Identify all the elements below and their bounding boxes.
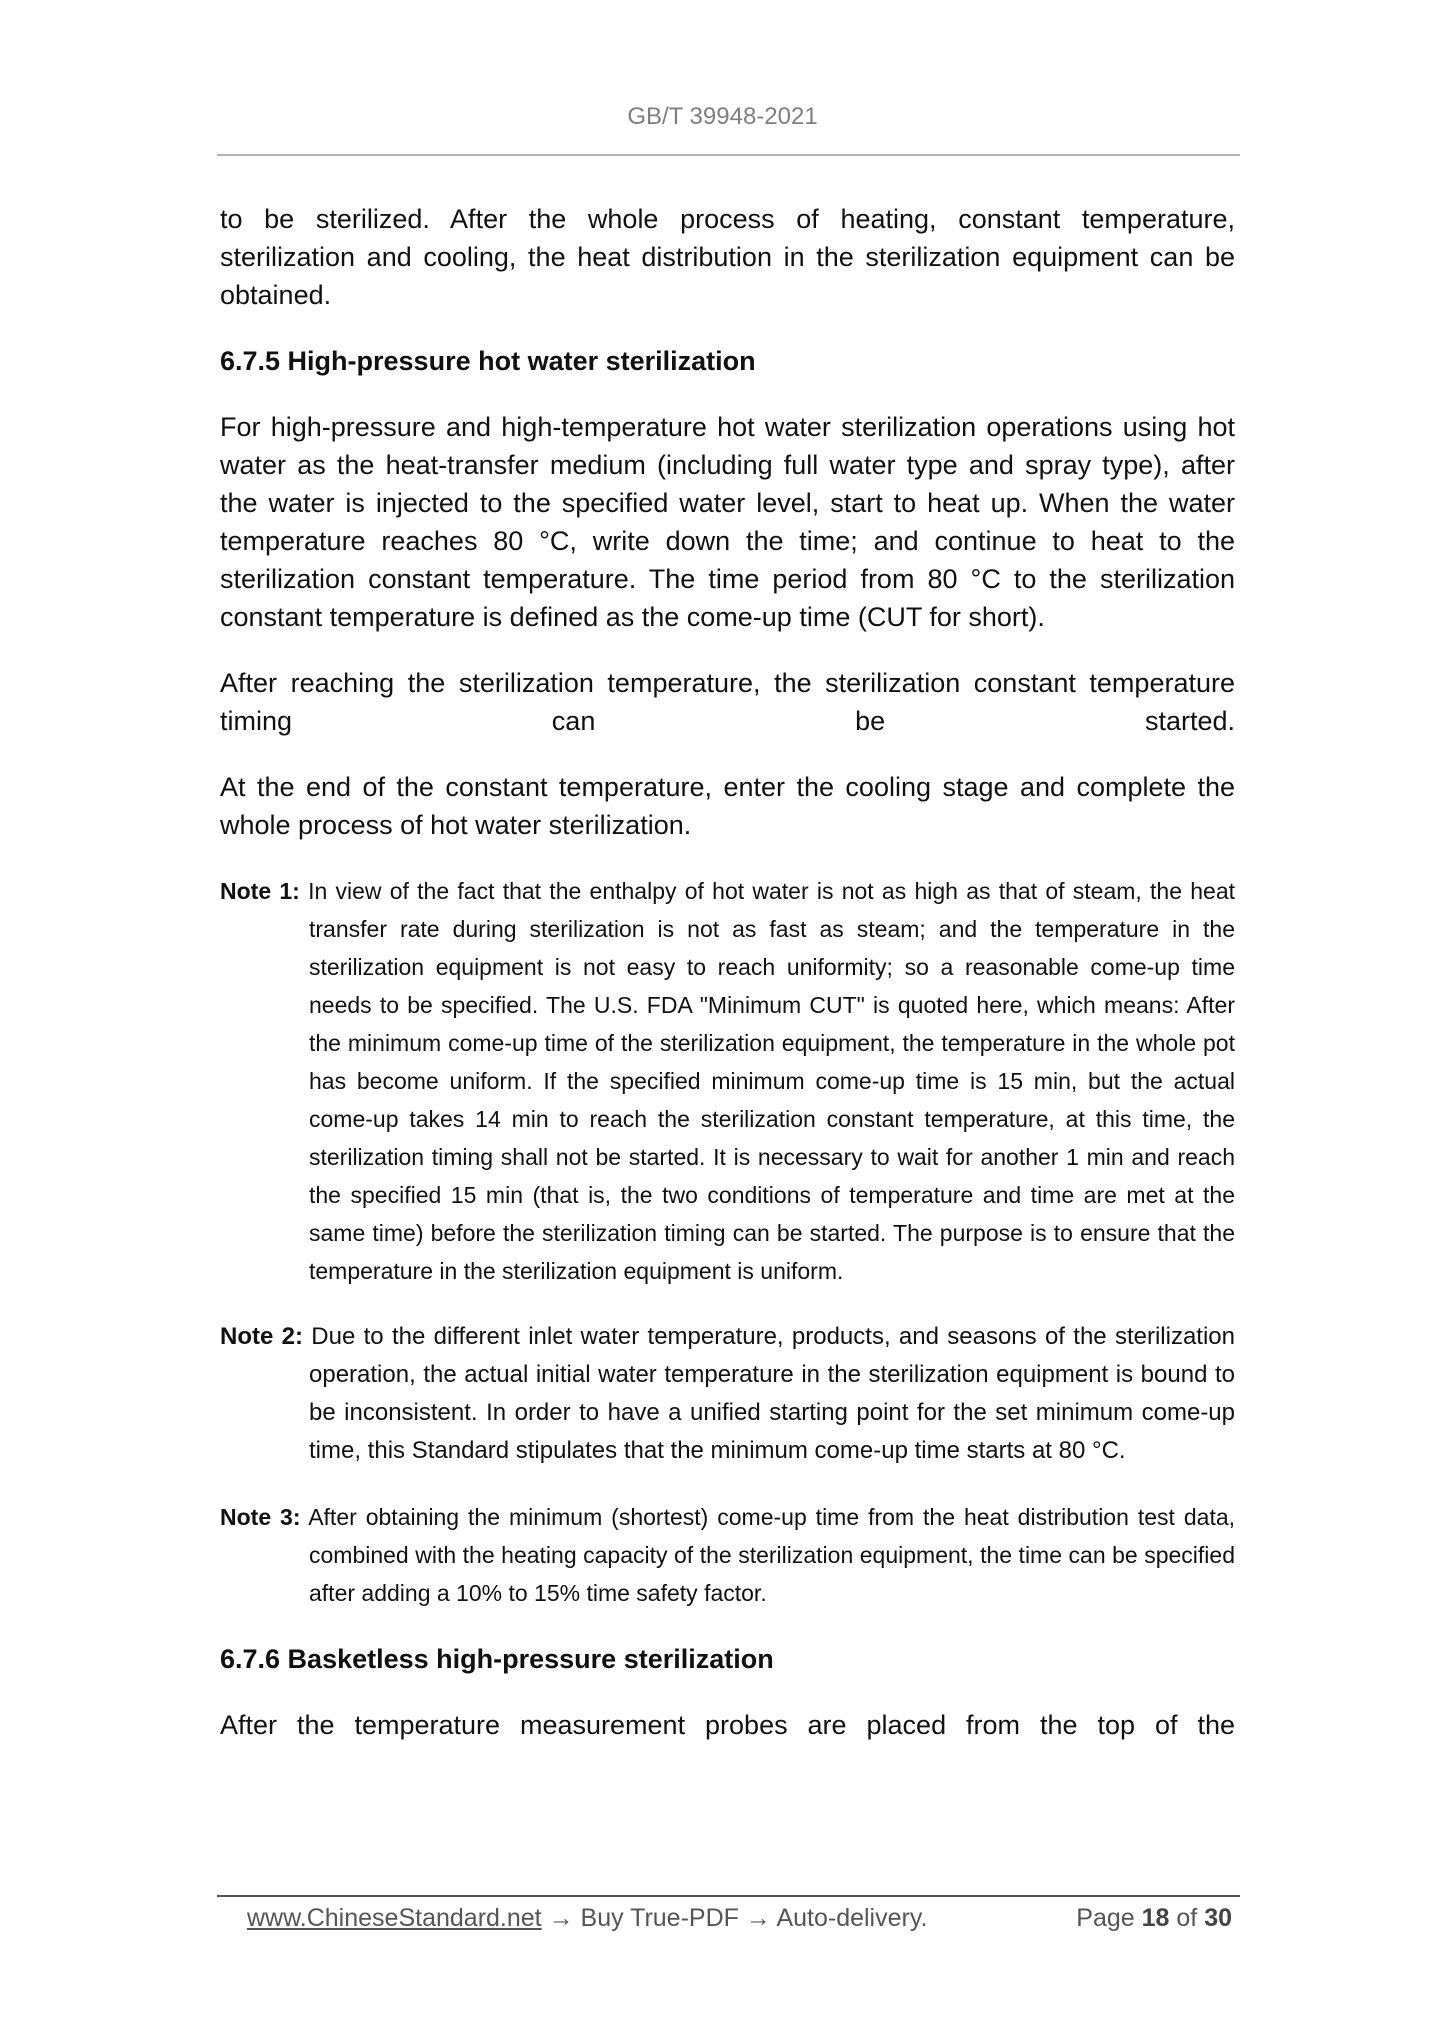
page-indicator [1076, 1904, 1232, 1933]
paragraph: At the end of the constant temperature, enter the cooling stage and complete the whole process of hot water sterilization. [220, 772, 1235, 840]
paragraph: After reaching the sterilization temperature, the sterilization constant temperature timing can be started. [220, 668, 1235, 736]
note-3 [220, 1498, 1235, 1612]
website-link[interactable]: www.ChineseStandard.net [247, 1904, 542, 1932]
page-label: Page [1076, 1904, 1135, 1932]
paragraph: For high-pressure and high-temperature hot water sterilization operations using hot water as the heat-transfer medium (including full water type and spray type), after the water is injected to the specified water level, start to heat up. When the water temperature reaches 80 °C, write down the time; and continue to heat to the sterilization constant temperature. The time period from 80 °C to the sterilization constant temperature is defined as the come-up time (CUT for short). [220, 412, 1235, 632]
arrow-right-icon: → [548, 1904, 574, 1932]
page-current: 18 [1141, 1904, 1170, 1932]
footer-promo [247, 1904, 927, 1933]
note-2 [220, 1318, 1235, 1470]
of-label: of [1176, 1904, 1198, 1932]
section-heading-6-7-6: 6.7.6 Basketless high-pressure sterilization [220, 1644, 774, 1674]
note-text: In view of the fact that the enthalpy of hot water is not as high as that of steam, the heat transfer rate during sterilization is not as fast as steam; and the temperature in the sterilization equipment is not easy to reach uniformity; so a reasonable come-up time needs to be specified. The U.S. FDA "Minimum CUT" is quoted here, which means: After the minimum come-up time of the sterilization equipment, the temperature in the whole pot has become uniform. If the specified minimum come-up time is 15 min, but the actual come-up takes 14 min to reach the sterilization constant temperature, at this time, the sterilization timing shall not be started. It is necessary to wait for another 1 min and reach the specified 15 min (that is, the two conditions of temperature and time are met at the same time) before the sterilization timing can be started. The purpose is to ensure that the temperature in the sterilization equipment is uniform. [308, 878, 1236, 1284]
footer-divider [217, 1895, 1240, 1897]
delivery-text: Auto-delivery. [776, 1904, 928, 1932]
buy-text: Buy True-PDF [580, 1904, 739, 1932]
document-id-header: GB/T 39948-2021 [627, 103, 818, 130]
section-heading-6-7-5: 6.7.5 High-pressure hot water sterilization [220, 346, 756, 376]
paragraph: After the temperature measurement probes are placed from the top of the [220, 1710, 1235, 1740]
note-label: Note 2: [220, 1323, 303, 1350]
footer [247, 1904, 1232, 1933]
note-text: After obtaining the minimum (shortest) come-up time from the heat distribution test data, combined with the heating capacity of the sterilization equipment, the time can be specified after adding a 10% to 15% time safety factor. [308, 1504, 1236, 1606]
arrow-right-icon: → [745, 1904, 771, 1932]
document-body [220, 200, 1235, 1772]
paragraph-continued: to be sterilized. After the whole process of heating, constant temperature, sterilization and cooling, the heat distribution in the sterilization equipment can be obtained. [220, 204, 1235, 310]
page-total: 30 [1204, 1904, 1232, 1932]
header-divider [217, 154, 1240, 156]
note-label: Note 1: [220, 878, 300, 904]
note-text: Due to the different inlet water temperature, products, and seasons of the sterilization operation, the actual initial water temperature in the sterilization equipment is bound to be inconsistent. In order to have a unified starting point for the set minimum come-up time, this Standard stipulates that the minimum come-up time starts at 80 °C. [309, 1323, 1235, 1464]
note-1 [220, 872, 1235, 1290]
note-label: Note 3: [220, 1504, 301, 1530]
